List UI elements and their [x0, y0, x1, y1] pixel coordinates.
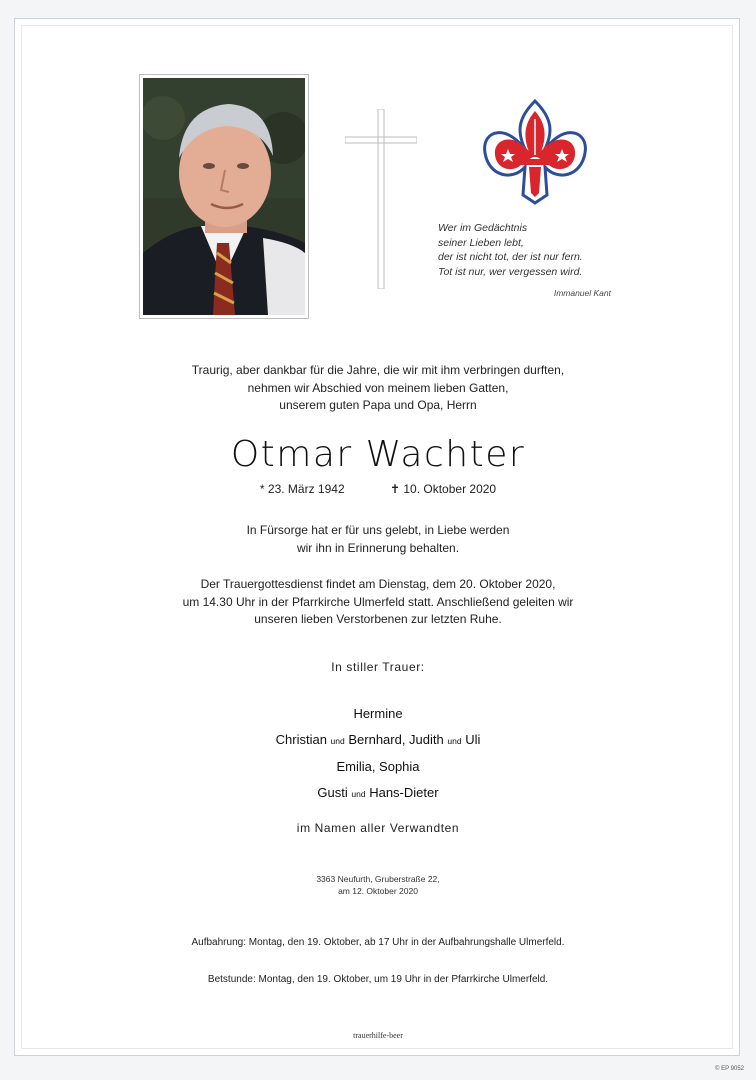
birth-date: * 23. März 1942 — [259, 482, 345, 496]
family-member: Emilia, Sophia — [336, 759, 420, 774]
portrait-photo — [139, 74, 309, 319]
relatives-line: im Namen aller Verwandten — [296, 821, 460, 835]
intro-text — [15, 362, 741, 415]
family-member: Uli — [465, 732, 481, 747]
mourning-label: In stiller Trauer: — [331, 660, 425, 674]
family-member: Gusti — [317, 785, 348, 800]
service-line: unseren lieben Verstorbenen zur letzten Ruhe. — [254, 612, 502, 626]
address-date: am 12. Oktober 2020 — [338, 886, 418, 896]
service-line: Der Trauergottesdienst findet am Dienstag, dem 20. Oktober 2020, — [200, 577, 556, 591]
obituary-card — [14, 18, 740, 1056]
address-line: 3363 Neufurth, Gruberstraße 22, — [316, 874, 440, 884]
conjunction: und — [330, 736, 345, 746]
family-member: Hans-Dieter — [369, 785, 439, 800]
deceased-name: Otmar Wachter — [230, 434, 526, 475]
family-member: Christian — [275, 732, 327, 747]
conjunction: und — [447, 736, 462, 746]
quote-author: Immanuel Kant — [553, 288, 611, 298]
product-code: © EP 9052 — [715, 1066, 744, 1072]
life-dates — [15, 482, 741, 496]
conjunction: und — [351, 789, 366, 799]
intro-line: Traurig, aber dankbar für die Jahre, die wir mit ihm verbringen durften, — [191, 363, 565, 377]
viewing-info: Aufbahrung: Montag, den 19. Oktober, ab 17 Uhr in der Aufbahrungshalle Ulmerfeld. — [191, 937, 565, 948]
family-list — [15, 701, 741, 807]
address-block — [15, 873, 741, 897]
quote-line: seiner Lieben lebt, — [438, 236, 524, 249]
service-line: um 14.30 Uhr in der Pfarrkirche Ulmerfeld statt. Anschließend geleiten wir — [182, 594, 574, 609]
quote-line: der ist nicht tot, der ist nur fern. — [438, 251, 583, 263]
intro-line: nehmen wir Abschied von meinem lieben Gatten, — [247, 380, 509, 395]
intro-line: unserem guten Papa und Opa, Herrn — [279, 398, 477, 412]
family-member: Hermine — [353, 706, 403, 721]
family-member: Bernhard, Judith — [348, 732, 444, 747]
portrait-image — [143, 78, 305, 315]
scout-lily-emblem-icon — [481, 97, 589, 205]
quote-line: Wer im Gedächtnis — [438, 222, 528, 234]
death-date: ✝ 10. Oktober 2020 — [389, 482, 497, 496]
care-line: In Fürsorge hat er für uns gelebt, in Liebe werden — [246, 523, 510, 537]
service-text — [15, 576, 741, 629]
quote-line: Tot ist nur, wer vergessen wird. — [438, 265, 583, 278]
family-line — [15, 780, 741, 807]
publisher-footer: trauerhilfe-beer — [353, 1031, 403, 1040]
family-line — [15, 727, 741, 754]
memorial-quote — [438, 221, 638, 279]
prayer-info: Betstunde: Montag, den 19. Oktober, um 19 Uhr in der Pfarrkirche Ulmerfeld. — [207, 974, 549, 985]
care-line: wir ihn in Erinnerung behalten. — [296, 540, 460, 555]
cross-icon — [345, 109, 417, 289]
remembrance-text — [15, 522, 741, 557]
